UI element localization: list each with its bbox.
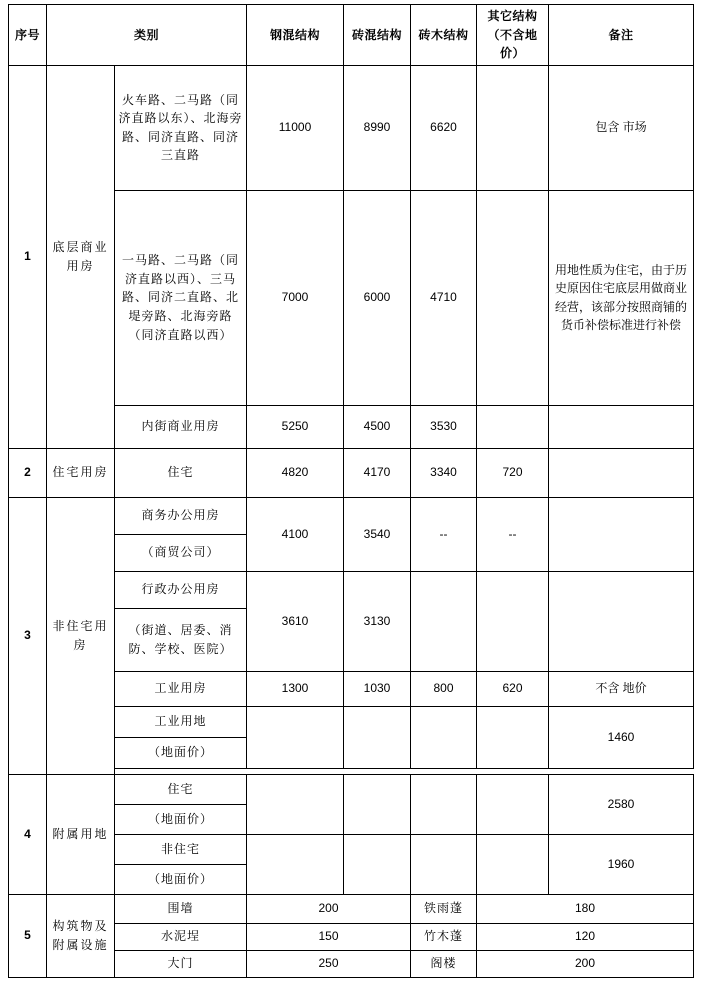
row-seq: 2 xyxy=(9,448,47,497)
value-other xyxy=(477,190,549,405)
row-group-label: 底层商业用房 xyxy=(47,65,115,448)
item-name: 工业用房 xyxy=(115,671,247,706)
row-seq: 5 xyxy=(9,894,47,977)
value-zhuanhun: 6000 xyxy=(344,190,411,405)
item-name: 行政办公用房 xyxy=(115,571,247,608)
value-other xyxy=(477,774,549,834)
value-gang: 4100 xyxy=(247,497,344,571)
value-remark: 2580 xyxy=(549,774,694,834)
item-value-b: 120 xyxy=(477,923,694,950)
value-zhuanhun xyxy=(344,706,411,768)
item-name: 火车路、二马路（同济直路以东）、北海旁路、同济直路、同济三直路 xyxy=(115,65,247,190)
value-remark: 包含 市场 xyxy=(549,65,694,190)
header-zhuanhun: 砖混结构 xyxy=(344,5,411,66)
item-value-a: 250 xyxy=(247,950,411,977)
item-value-b: 180 xyxy=(477,894,694,923)
item-value-a: 200 xyxy=(247,894,411,923)
item-name: 住宅 xyxy=(115,774,247,804)
value-other xyxy=(477,834,549,894)
row-seq: 3 xyxy=(9,497,47,774)
value-other xyxy=(477,65,549,190)
value-remark xyxy=(549,405,694,448)
value-remark: 1960 xyxy=(549,834,694,894)
compensation-table xyxy=(8,4,694,978)
row-group-label: 住宅用房 xyxy=(47,448,115,497)
row-group-label: 非住宅用房 xyxy=(47,497,115,774)
item-name-a: 围墙 xyxy=(115,894,247,923)
value-zhuanhun: 1030 xyxy=(344,671,411,706)
item-name: 一马路、二马路（同济直路以西）、三马路、同济二直路、北堤旁路、北海旁路（同济直路以西） xyxy=(115,190,247,405)
value-zhuanhun: 4500 xyxy=(344,405,411,448)
value-other xyxy=(477,571,549,671)
value-gang xyxy=(247,834,344,894)
item-name-b: 竹木蓬 xyxy=(411,923,477,950)
value-zhuanmu: -- xyxy=(411,497,477,571)
value-zhuanmu xyxy=(411,774,477,834)
row-seq: 4 xyxy=(9,774,47,894)
value-gang xyxy=(247,706,344,768)
value-gang: 3610 xyxy=(247,571,344,671)
value-remark: 不含 地价 xyxy=(549,671,694,706)
value-zhuanhun xyxy=(344,834,411,894)
table-row xyxy=(9,497,694,534)
row-group-label: 构筑物及附属设施 xyxy=(47,894,115,977)
value-zhuanmu xyxy=(411,571,477,671)
header-category: 类别 xyxy=(47,5,247,66)
item-name-sub: （地面价） xyxy=(115,864,247,894)
item-value-b: 200 xyxy=(477,950,694,977)
item-name-sub: （地面价） xyxy=(115,804,247,834)
value-gang: 11000 xyxy=(247,65,344,190)
item-name-sub: （街道、居委、消防、学校、医院） xyxy=(115,608,247,671)
value-remark: 1460 xyxy=(549,706,694,768)
header-remark: 备注 xyxy=(549,5,694,66)
value-other xyxy=(477,706,549,768)
value-gang xyxy=(247,774,344,834)
value-other: 620 xyxy=(477,671,549,706)
value-remark: 用地性质为住宅，由于历史原因住宅底层用做商业经营，该部分按照商铺的货币补偿标准进行补偿 xyxy=(549,190,694,405)
item-name-a: 大门 xyxy=(115,950,247,977)
item-name: 住宅 xyxy=(115,448,247,497)
item-name-sub: （地面价） xyxy=(115,737,247,768)
item-value-a: 150 xyxy=(247,923,411,950)
value-remark xyxy=(549,448,694,497)
value-other: -- xyxy=(477,497,549,571)
value-zhuanmu: 3340 xyxy=(411,448,477,497)
value-remark xyxy=(549,497,694,571)
value-gang: 5250 xyxy=(247,405,344,448)
item-name: 工业用地 xyxy=(115,706,247,737)
item-name-a: 水泥埕 xyxy=(115,923,247,950)
value-gang: 1300 xyxy=(247,671,344,706)
table-row xyxy=(9,894,694,923)
row-seq: 1 xyxy=(9,65,47,448)
value-zhuanmu xyxy=(411,834,477,894)
item-name-sub: （商贸公司） xyxy=(115,534,247,571)
value-zhuanmu xyxy=(411,706,477,768)
table-header-row xyxy=(9,5,694,66)
value-other xyxy=(477,405,549,448)
value-zhuanhun: 3540 xyxy=(344,497,411,571)
value-remark xyxy=(549,571,694,671)
value-zhuanhun xyxy=(344,774,411,834)
item-name-b: 阁楼 xyxy=(411,950,477,977)
value-zhuanmu: 3530 xyxy=(411,405,477,448)
header-seq: 序号 xyxy=(9,5,47,66)
value-zhuanmu: 800 xyxy=(411,671,477,706)
value-zhuanhun: 4170 xyxy=(344,448,411,497)
value-zhuanhun: 8990 xyxy=(344,65,411,190)
header-other: 其它结构（不含地价） xyxy=(477,5,549,66)
item-name: 内街商业用房 xyxy=(115,405,247,448)
item-name-b: 铁雨蓬 xyxy=(411,894,477,923)
value-zhuanhun: 3130 xyxy=(344,571,411,671)
table-row xyxy=(9,65,694,190)
value-gang: 7000 xyxy=(247,190,344,405)
value-zhuanmu: 4710 xyxy=(411,190,477,405)
table-row xyxy=(9,448,694,497)
table-row xyxy=(9,774,694,804)
header-gang: 钢混结构 xyxy=(247,5,344,66)
item-name: 商务办公用房 xyxy=(115,497,247,534)
row-group-label: 附属用地 xyxy=(47,774,115,894)
header-zhuanmu: 砖木结构 xyxy=(411,5,477,66)
value-other: 720 xyxy=(477,448,549,497)
value-zhuanmu: 6620 xyxy=(411,65,477,190)
value-gang: 4820 xyxy=(247,448,344,497)
item-name: 非住宅 xyxy=(115,834,247,864)
